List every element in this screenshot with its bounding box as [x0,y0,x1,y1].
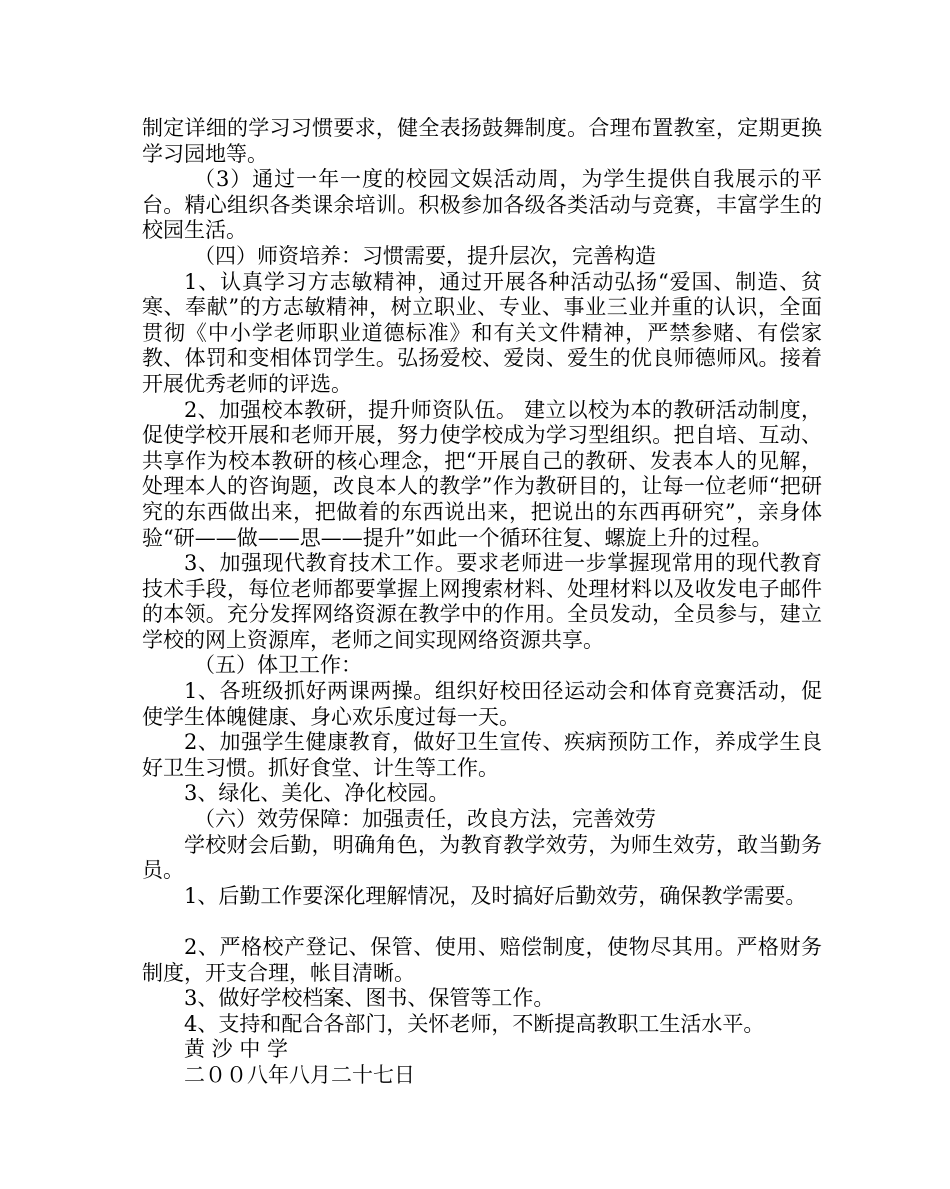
paragraph-asset-management: 2、严格校产登记、保管、使用、赔偿制度，使物尽其用。严格财务制度，开支合理，帐目清晰。 [142,935,822,985]
paragraph-continuation: 制定详细的学习习惯要求，健全表扬鼓舞制度。合理布置教室，定期更换学习园地等。 [142,116,822,166]
paragraph-logistics-role: 学校财会后勤，明确角色，为教育教学效劳，为师生效劳，敢当勤务员。 [142,832,822,883]
paragraph-exercise: 1、各班级抓好两课两操。组织好校田径运动会和体育竞赛活动，促使学生体魄健康、身心欢乐度过每一天。 [142,679,822,729]
paragraph-greening: 3、绿化、美化、净化校园。 [184,781,450,806]
document-page [142,116,822,1089]
blank-line [142,909,822,935]
section-heading-service: （六）效劳保障：加强责任，改良方法，完善效劳 [194,807,656,832]
paragraph-logistics-work: 1、后勤工作要深化理解情况，及时搞好后勤效劳，确保教学需要。 [184,883,807,908]
paragraph-health-education: 2、加强学生健康教育，做好卫生宣传、疾病预防工作，养成学生良好卫生习惯。抓好食堂、计生等工作。 [142,730,822,780]
paragraph-education-technology: 3、加强现代教育技术工作。要求老师进一步掌握现常用的现代教育技术手段，每位老师都要掌握上网搜索材料、处理材料以及收发电子邮件的本领。充分发挥网络资源在教学中的作用。全员发动，全员参与，建立学校的网上资源库，老师之间实现网络资源共享。 [142,551,822,652]
paragraph-staff-care: 4、支持和配合各部门，关怀老师，不断提高教职工生活水平。 [184,1011,765,1036]
paragraph-teacher-ethics: 1、认真学习方志敏精神，通过开展各种活动弘扬“爱国、制造、贫寒、奉献”的方志敏精神，树立职业、专业、事业三业并重的认识，全面贯彻《中小学老师职业道德标准》和有关文件精神，严禁参赌、有偿家教、体罚和变相体罚学生。弘扬爱校、爱岗、爱生的优良师德师风。接着开展优秀老师的评选。 [142,269,822,396]
section-heading-teacher-training: （四）师资培养：习惯需要，提升层次，完善构造 [194,243,656,268]
section-heading-sports-health: （五）体卫工作： [194,653,362,678]
signature-school-name: 黄 沙 中 学 [184,1037,289,1062]
paragraph-activity-week: （3）通过一年一度的校园文娱活动周，为学生提供自我展示的平台。精心组织各类课余培训。积极参加各级各类活动与竞赛，丰富学生的校园生活。 [142,167,822,243]
paragraph-archives: 3、做好学校档案、图书、保管等工作。 [184,986,555,1011]
signature-date: 二００八年八月二十七日 [184,1062,415,1087]
paragraph-school-research: 2、加强校本教研，提升师资队伍。 建立以校为本的教研活动制度，促使学校开展和老师开展，努力使学校成为学习型组织。把自培、互动、共享作为校本教研的核心理念，把“开展自己的教研、发表本人的见解，处理本人的咨询题，改良本人的教学”作为教研目的，让每一位老师“把研究的东西做出来，把做着的东西说出来，把说出的东西再研究”，亲身体验“研——做——思——提升”如此一个循环往复、螺旋上升的过程。 [142,397,822,550]
